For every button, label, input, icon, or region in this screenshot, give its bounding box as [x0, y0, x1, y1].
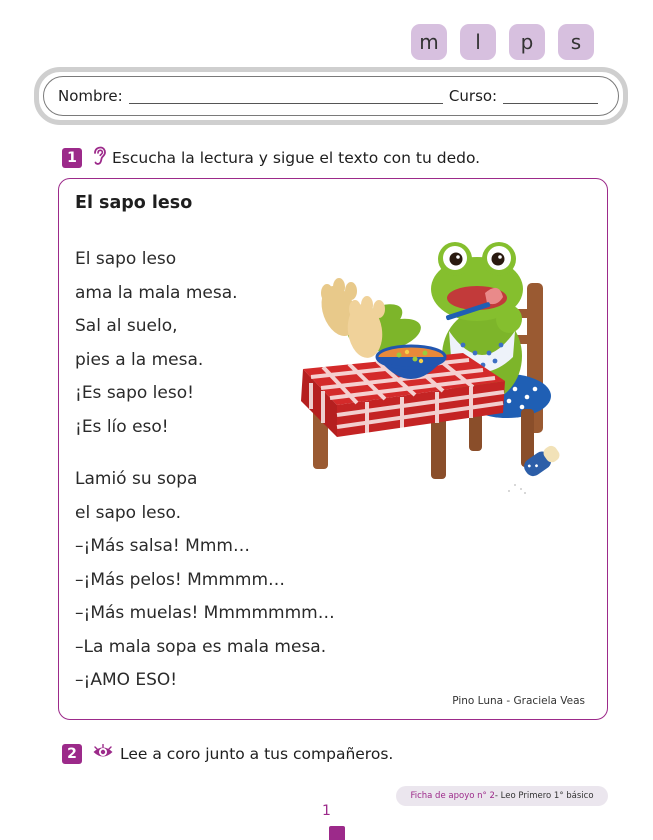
story-line: Lamió su sopa	[75, 469, 198, 489]
story-line: –¡AMO ESO!	[75, 670, 178, 690]
story-box	[58, 178, 608, 720]
activity-number-badge: 1	[62, 148, 82, 168]
story-line: ama la mala mesa.	[75, 282, 238, 303]
story-line: ¡Es sapo leso!	[75, 383, 194, 403]
story-line: –¡Más muelas! Mmmmmmm…	[75, 603, 335, 623]
story-line: pies a la mesa.	[75, 349, 204, 370]
story-line: el sapo leso.	[75, 502, 182, 523]
name-course-box	[34, 67, 628, 125]
activity-1-text: Escucha la lectura y sigue el texto con tu dedo.	[112, 149, 481, 167]
crochet-frog-illustration	[277, 231, 577, 501]
letter-tab-s: s	[558, 24, 594, 60]
letter-tab-p: p	[509, 24, 545, 60]
letter-tab-m: m	[411, 24, 447, 60]
course-field[interactable]	[503, 89, 598, 104]
eye-icon	[92, 744, 120, 764]
story-line: –¡Más pelos! Mmmmm…	[75, 569, 286, 590]
page-marker	[329, 826, 345, 840]
name-label: Nombre:	[58, 87, 123, 105]
ear-icon	[92, 146, 112, 170]
story-title: El sapo leso	[75, 193, 193, 213]
course-label: Curso:	[448, 87, 498, 105]
letter-tab-l: l	[460, 24, 496, 60]
sheet-label: Ficha de apoyo n° 2	[410, 791, 495, 801]
page-number: 1	[322, 803, 331, 819]
name-field[interactable]	[129, 89, 443, 104]
activity-2-text: Lee a coro junto a tus compañeros.	[120, 745, 394, 763]
book-label: - Leo Primero 1° básico	[494, 791, 594, 801]
activity-2-instruction	[62, 744, 393, 764]
name-course-inner	[43, 76, 619, 116]
story-line: –¡Más salsa! Mmm…	[75, 536, 250, 556]
story-line: Sal al suelo,	[75, 316, 178, 336]
activity-1-instruction	[62, 146, 480, 170]
story-line: –La mala sopa es mala mesa.	[75, 636, 327, 657]
story-line: ¡Es lío eso!	[75, 416, 169, 437]
activity-number-badge: 2	[62, 744, 82, 764]
story-line: El sapo leso	[75, 249, 177, 269]
letter-tabs	[411, 24, 594, 60]
story-credit: Pino Luna - Graciela Veas	[452, 695, 585, 707]
